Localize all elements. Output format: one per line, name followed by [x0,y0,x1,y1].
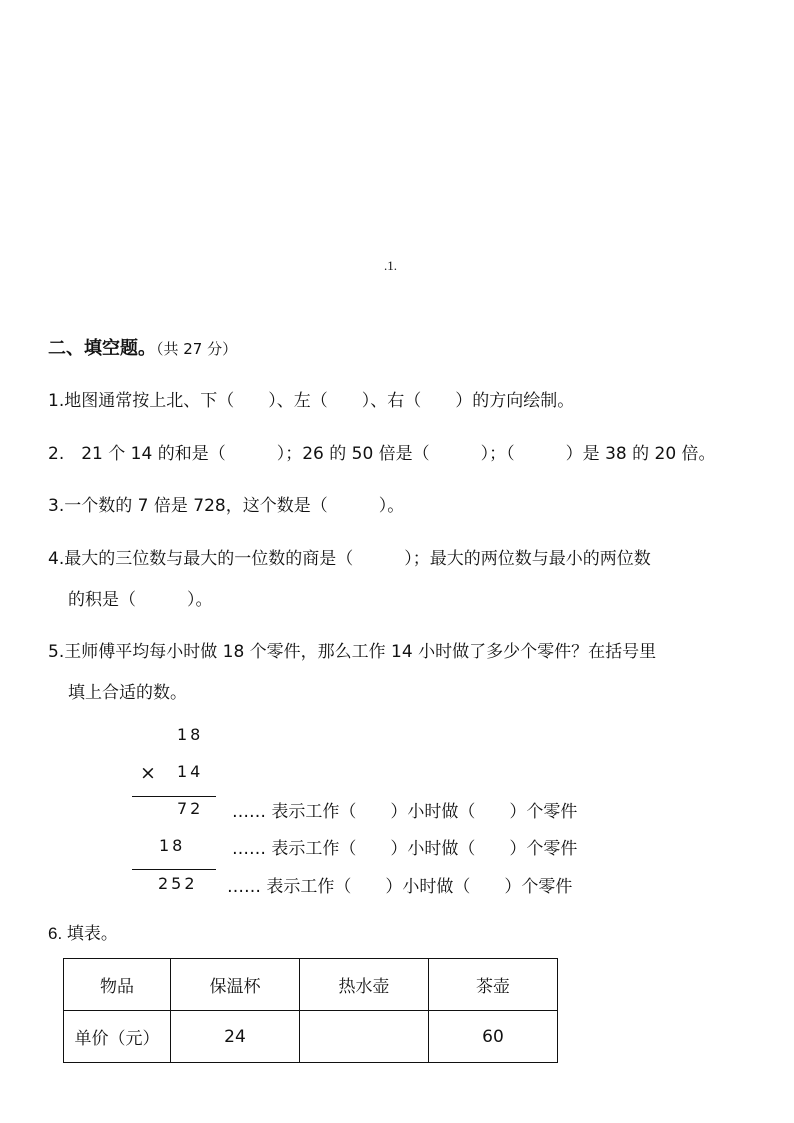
table-row [64,1011,558,1063]
calc-description-3: …… 表示工作（ ）小时做（ ）个零件 [227,877,573,897]
calc-multiplier: 14 [177,762,204,781]
table-cell: 60 [429,1011,558,1063]
calc-rule-2 [132,869,216,870]
calc-description-1: …… 表示工作（ ）小时做（ ）个零件 [232,802,578,822]
calc-partial-2: 18 [159,836,186,855]
table-header-cell: 热水壶 [300,959,429,1011]
price-table [63,958,558,1063]
section-title: 二、填空题。 [48,338,156,359]
question-4-line-2: 的积是（ ）。 [68,590,213,610]
table-row [64,959,558,1011]
calc-partial-1: 72 [177,799,204,818]
table-header-cell: 茶壶 [429,959,558,1011]
calc-multiplicand: 18 [177,725,204,744]
question-2: 2. 21 个 14 的和是（ ）；26 的 50 倍是（ ）；（ ）是 38 的 20 倍。 [48,444,716,464]
calc-description-2: …… 表示工作（ ）小时做（ ）个零件 [232,839,578,859]
calc-result: 252 [158,874,198,893]
question-6: 6. 填表。 [48,924,118,943]
table-cell: 24 [171,1011,300,1063]
question-5-line-2: 填上合适的数。 [68,683,187,703]
table-header-cell: 保温杯 [171,959,300,1011]
section-note: （共 27 分） [156,340,238,358]
question-4-line-1: 4.最大的三位数与最大的一位数的商是（ ）；最大的两位数与最小的两位数 [48,549,651,569]
question-1: 1.地图通常按上北、下（ ）、左（ ）、右（ ）的方向绘制。 [48,391,575,411]
calc-rule-1 [132,796,216,797]
section-heading [48,334,237,360]
question-5-line-1: 5.王师傅平均每小时做 18 个零件，那么工作 14 小时做了多少个零件？在括号里 [48,642,657,662]
calc-times-sign: × [140,762,156,784]
question-3: 3.一个数的 7 倍是 728，这个数是（ ）。 [48,496,405,516]
table-cell-blank[interactable] [300,1011,429,1063]
table-cell: 单价（元） [64,1011,171,1063]
table-header-cell: 物品 [64,959,171,1011]
page-number: .1. [384,258,397,273]
